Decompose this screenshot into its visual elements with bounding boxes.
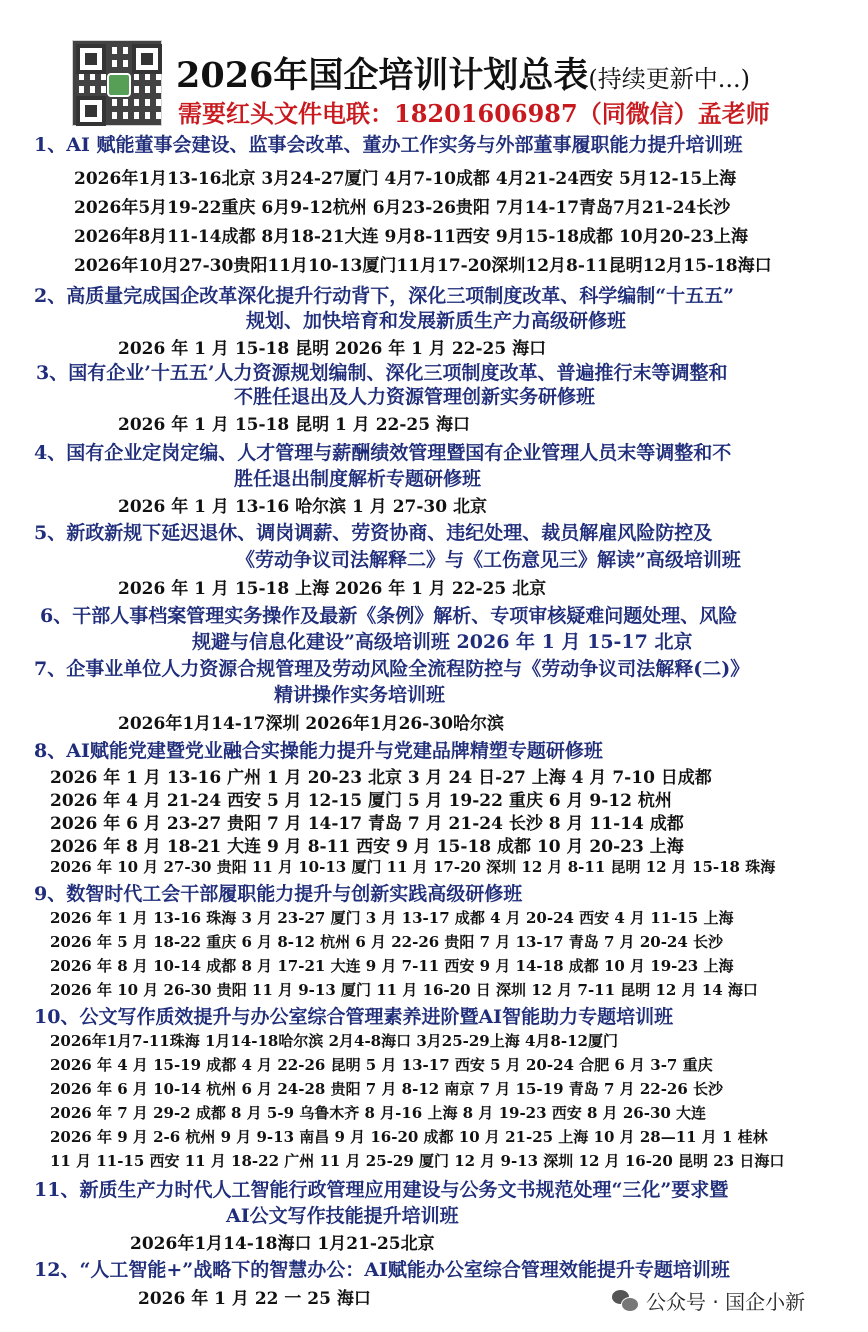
course-heading: 8、AI赋能党建暨党业融合实操能力提升与党建品牌精塑专题研修班 <box>34 740 603 762</box>
schedule-line: 2026 年 1 月 15-18 昆明 2026 年 1 月 22-25 海口 <box>118 339 547 359</box>
qr-eye <box>76 96 106 126</box>
schedule-line: 2026 年 10 月 26-30 贵阳 11 月 9-13 厦门 11 月 16-20 日 深圳 12 月 7-11 昆明 12 月 14 海口 <box>50 981 758 999</box>
course-heading: 规划、加快培育和发展新质生产力高级研修班 <box>246 310 627 332</box>
qr-eye <box>132 44 162 74</box>
course-heading: 胜任退出制度解析专题研修班 <box>234 468 482 490</box>
schedule-line: 2026 年 5 月 18-22 重庆 6 月 8-12 杭州 6 月 22-26 贵阳 7 月 13-17 青岛 7 月 20-24 长沙 <box>50 933 724 951</box>
course-heading: 精讲操作实务培训班 <box>274 684 446 706</box>
course-heading: 4、国有企业定岗定编、人才管理与薪酬绩效管理暨国有企业管理人员末等调整和不 <box>34 442 732 464</box>
schedule-line: 2026 年 1 月 13-16 哈尔滨 1 月 27-30 北京 <box>118 497 487 517</box>
qr-eye <box>76 44 106 74</box>
schedule-line: 2026 年 7 月 29-2 成都 8 月 5-9 乌鲁木齐 8 月-16 上海 8 月 19-23 西安 8 月 26-30 大连 <box>50 1104 707 1122</box>
schedule-line: 2026年1月14-17深圳 2026年1月26-30哈尔滨 <box>118 714 504 734</box>
qr-code <box>72 40 162 126</box>
course-heading: 11、新质生产力时代人工智能行政管理应用建设与公务文书规范处理“三化”要求暨 <box>34 1179 729 1201</box>
wechat-icon <box>612 1290 638 1312</box>
footer-label: 公众号 · 国企小新 <box>646 1290 806 1314</box>
schedule-line: 2026年10月27-30贵阳11月10-13厦门11月17-20深圳12月8-11昆明12月15-18海口 <box>74 256 772 276</box>
schedule-line: 2026年1月7-11珠海 1月14-18哈尔滨 2月4-8海口 3月25-29上海 4月8-12厦门 <box>50 1032 618 1050</box>
course-heading: AI公文写作技能提升培训班 <box>226 1205 459 1227</box>
course-heading: 12、“人工智能+”战略下的智慧办公：AI赋能办公室综合管理效能提升专题培训班 <box>34 1259 730 1281</box>
qr-logo <box>107 73 131 97</box>
schedule-line: 2026 年 1 月 15-18 昆明 1 月 22-25 海口 <box>118 415 470 435</box>
schedule-line: 2026年1月13-16北京 3月24-27厦门 4月7-10成都 4月21-24西安 5月12-15上海 <box>74 169 737 189</box>
course-heading: 规避与信息化建设”高级培训班 2026 年 1 月 15-17 北京 <box>192 631 693 653</box>
schedule-line: 2026 年 6 月 10-14 杭州 6 月 24-28 贵阳 7 月 8-12 南京 7 月 15-19 青岛 7 月 22-26 长沙 <box>50 1080 724 1098</box>
course-heading: 2、高质量完成国企改革深化提升行动背下，深化三项制度改革、科学编制“十五五” <box>34 285 735 307</box>
schedule-line: 2026 年 1 月 13-16 珠海 3 月 23-27 厦门 3 月 13-17 成都 4 月 20-24 西安 4 月 11-15 上海 <box>50 909 734 927</box>
wechat-account-watermark <box>612 1286 805 1315</box>
course-heading: 10、公文写作质效提升与办公室综合管理素养进阶暨AI智能助力专题培训班 <box>34 1006 674 1028</box>
schedule-line: 2026 年 1 月 13-16 广州 1 月 20-23 北京 3 月 24 日-27 上海 4 月 7-10 日成都 <box>50 768 712 788</box>
course-heading: 7、企事业单位人力资源合规管理及劳动风险全流程防控与《劳动争议司法解释(二)》 <box>34 658 750 680</box>
schedule-line: 2026 年 1 月 15-18 上海 2026 年 1 月 22-25 北京 <box>118 579 547 599</box>
schedule-line: 2026 年 9 月 2-6 杭州 9 月 9-13 南昌 9 月 16-20 成都 10 月 21-25 上海 10 月 28—11 月 1 桂林 <box>50 1128 768 1146</box>
schedule-line: 2026年8月11-14成都 8月18-21大连 9月8-11西安 9月15-18成都 10月20-23上海 <box>74 227 748 247</box>
title-note: (持续更新中...) <box>588 65 751 93</box>
course-heading: 3、国有企业’十五五’人力资源规划编制、深化三项制度改革、普遍推行末等调整和 <box>36 362 728 384</box>
schedule-line: 2026 年 4 月 15-19 成都 4 月 22-26 昆明 5 月 13-17 西安 5 月 20-24 合肥 6 月 3-7 重庆 <box>50 1056 713 1074</box>
title-text: 2026年国企培训计划总表 <box>176 55 589 96</box>
schedule-line: 2026年5月19-22重庆 6月9-12杭州 6月23-26贵阳 7月14-17青岛7月21-24长沙 <box>74 198 731 218</box>
schedule-line: 2026年1月14-18海口 1月21-25北京 <box>130 1234 435 1254</box>
schedule-line: 2026 年 4 月 21-24 西安 5 月 12-15 厦门 5 月 19-22 重庆 6 月 9-12 杭州 <box>50 791 672 811</box>
course-heading: 6、干部人事档案管理实务操作及最新《条例》解析、专项审核疑难问题处理、风险 <box>40 605 738 627</box>
schedule-line: 2026 年 1 月 22 一 25 海口 <box>138 1289 371 1309</box>
course-heading: 《劳动争议司法解释二》与《工伤意见三》解读”高级培训班 <box>236 549 741 571</box>
schedule-line: 2026 年 6 月 23-27 贵阳 7 月 14-17 青岛 7 月 21-24 长沙 8 月 11-14 成都 <box>50 814 684 834</box>
schedule-line: 2026 年 8 月 10-14 成都 8 月 17-21 大连 9 月 7-11 西安 9 月 14-18 成都 10 月 19-23 上海 <box>50 957 734 975</box>
schedule-line: 2026 年 8 月 18-21 大连 9 月 8-11 西安 9 月 15-18 成都 10 月 20-23 上海 <box>50 837 684 857</box>
document-title <box>176 48 750 98</box>
course-heading: 5、新政新规下延迟退休、调岗调薪、劳资协商、违纪处理、裁员解雇风险防控及 <box>34 522 713 544</box>
schedule-line: 11 月 11-15 西安 11 月 18-22 广州 11 月 25-29 厦门 12 月 9-13 深圳 12 月 16-20 昆明 23 日海口 <box>50 1152 785 1170</box>
contact-line: 需要红头文件电联：18201606987（同微信）孟老师 <box>178 99 770 128</box>
course-heading: 不胜任退出及人力资源管理创新实务研修班 <box>234 386 596 408</box>
course-heading: 9、数智时代工会干部履职能力提升与创新实践高级研修班 <box>34 883 523 905</box>
schedule-line: 2026 年 10 月 27-30 贵阳 11 月 10-13 厦门 11 月 17-20 深圳 12 月 8-11 昆明 12 月 15-18 珠海 <box>50 858 776 876</box>
course-heading: 1、AI 赋能董事会建设、监事会改革、董办工作实务与外部董事履职能力提升培训班 <box>34 134 743 156</box>
